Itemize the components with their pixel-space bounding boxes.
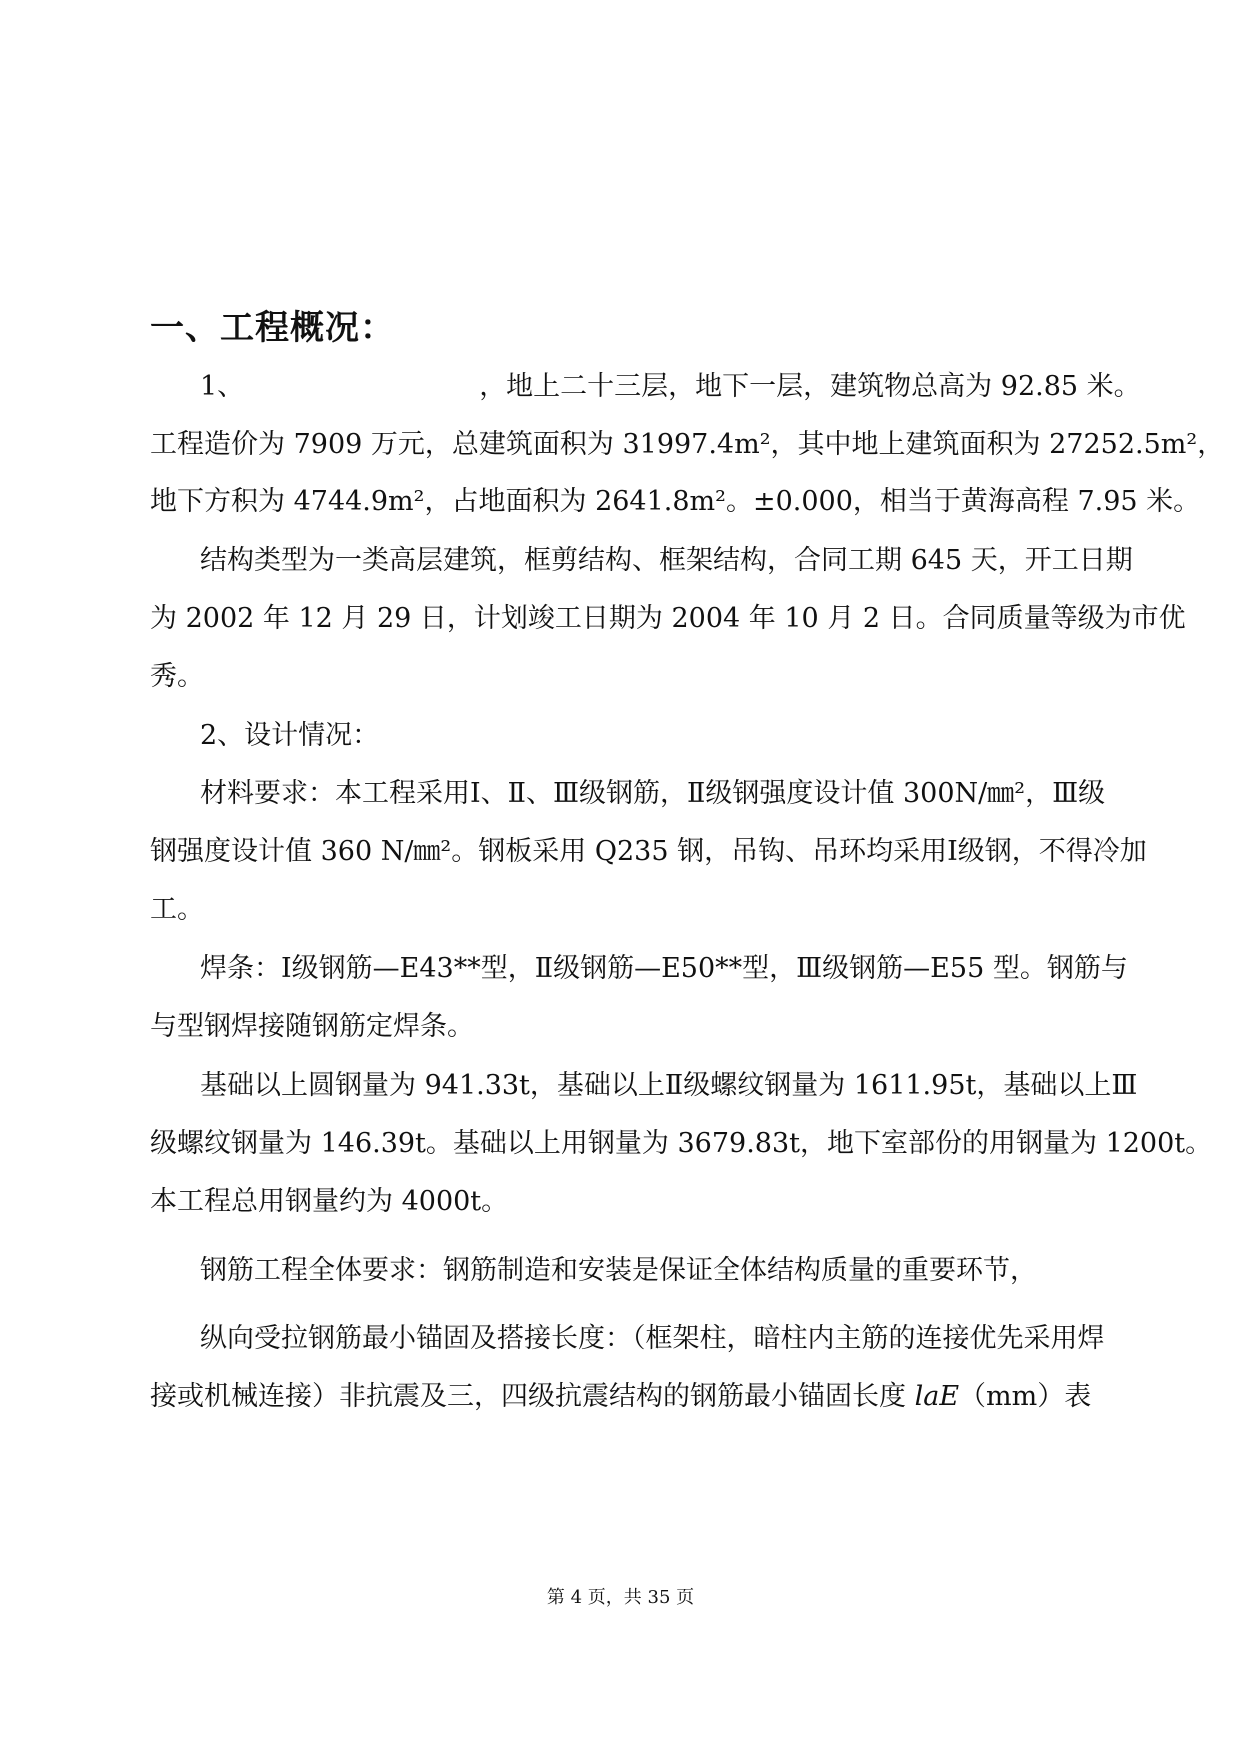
section-heading: 一、工程概况：: [150, 308, 395, 348]
text: （mm）表: [959, 1381, 1092, 1412]
paragraph-7-line-1: 钢筋工程全体要求：钢筋制造和安装是保证全体结构质量的重要环节，: [200, 1255, 1037, 1286]
paragraph-4-line-3: 工。: [150, 894, 204, 925]
paragraph-4-line-2: 钢强度设计值 360 N/㎜²。钢板采用 Q235 钢，吊钩、吊环均采用Ⅰ级钢，不得冷加: [150, 836, 1147, 867]
paragraph-2-line-3: 秀。: [150, 661, 204, 692]
paragraph-2-line-1: 结构类型为一类高层建筑，框剪结构、框架结构，合同工期 645 天，开工日期: [200, 545, 1133, 576]
item-number: 1、: [200, 371, 245, 402]
paragraph-2-line-2: 为 2002 年 12 月 29 日，计划竣工日期为 2004 年 10 月 2 日。合同质量等级为市优: [150, 603, 1186, 634]
paragraph-6-line-3: 本工程总用钢量约为 4000t。: [150, 1186, 509, 1217]
paragraph-6-line-1: 基础以上圆钢量为 941.33t，基础以上Ⅱ级螺纹钢量为 1611.95t，基础以上Ⅲ: [200, 1070, 1138, 1101]
text: ，地上二十三层，地下一层，建筑物总高为 92.85 米。: [479, 371, 1141, 402]
paragraph-5-line-1: 焊条：Ⅰ级钢筋—E43**型，Ⅱ级钢筋—E50**型，Ⅲ级钢筋—E55 型。钢筋与: [200, 953, 1128, 984]
paragraph-4-line-1: 材料要求：本工程采用Ⅰ、Ⅱ、Ⅲ级钢筋，Ⅱ级钢强度设计值 300N/㎜²，Ⅲ级: [200, 778, 1106, 809]
page-footer: 第 4 页，共 35 页: [546, 1587, 695, 1608]
paragraph-8-line-1: 纵向受拉钢筋最小锚固及搭接长度：（框架柱，暗柱内主筋的连接优先采用焊: [200, 1323, 1105, 1354]
paragraph-8-line-2: [150, 1377, 1091, 1417]
paragraph-3-line-1: 2、设计情况：: [200, 720, 380, 751]
paragraph-6-line-2: 级螺纹钢量为 146.39t。基础以上用钢量为 3679.83t，地下室部份的用钢量为 1200t。: [150, 1128, 1213, 1159]
paragraph-5-line-2: 与型钢焊接随钢筋定焊条。: [150, 1011, 474, 1042]
text: 接或机械连接）非抗震及三，四级抗震结构的钢筋最小锚固长度: [150, 1381, 915, 1412]
math-symbol: laE: [914, 1381, 960, 1412]
paragraph-1-line-2: 工程造价为 7909 万元，总建筑面积为 31997.4m²，其中地上建筑面积为 27252.5m²，: [150, 429, 1225, 460]
paragraph-1-line-1: [200, 367, 1141, 407]
paragraph-1-line-3: 地下方积为 4744.9m²，占地面积为 2641.8m²。±0.000，相当于黄海高程 7.95 米。: [150, 486, 1201, 517]
